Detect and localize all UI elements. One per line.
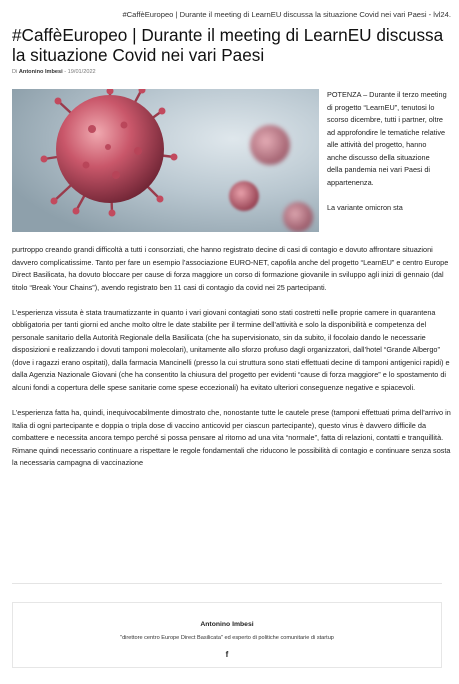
paragraph-4: L’esperienza fatta ha, quindi, inequivocabilmente dimostrato che, nonostante tutte le cautele prese (tamponi effettuati prima dell’arrivo in Italia di ogni partecipante e doppia o tripla dose di vaccino anticovid per ciascun partecipante), questo virus è davvero difficile da combattere e necessita ancora tempo perché si possa pensare al ritorno ad una vita “normale”, fatta di relazioni, contatti e tranquillità. Rimane quindi necessario continuare a rispettare le regole fondamentali che riducono le possibilità di contagio e continuare senza sosta la necessaria campagna di vaccinazione — [12, 408, 451, 468]
author-box — [12, 602, 442, 668]
publish-date: 19/01/2022 — [67, 69, 96, 75]
content-divider — [12, 583, 442, 584]
paragraph-spacer — [327, 189, 447, 202]
author-box-name[interactable]: Antonino Imbesi — [200, 621, 254, 628]
intro-paragraph: POTENZA – Durante il terzo meeting di progetto “LearnEU”, tenutosi lo scorso dicembre, tutti i partner, oltre ad approfondire le tematiche relative alle attività del progetto, hanno anche discusso della situazione della pandemia nei vari Paesi di appartenenza. — [327, 90, 447, 187]
author-link[interactable]: Antonino Imbesi — [18, 69, 63, 75]
paragraph-3: L’esperienza vissuta è stata traumatizzante in quanto i vari giovani contagiati sono stati costretti nelle proprie camere in quarantena obbligatoria per tanti giorni ed anche molto oltre le date stabilite per il termine dell’attività e solo la disponibilità e competenza del personale sanitario della Autorità Regionale della Basilicata (che ha supervisionato, sin da subito, il focolaio dando le necessarie disposizioni e realizzando i dovuti tamponi molecolari), unitamente allo sforzo profuso dagli organizzatori, dall’hotel “Grande Albergo” (dove i ragazzi erano ospitati), dalla farmacia Mancinelli (presso la cui struttura sono stati effettuati decine di tamponi antigenici rapidi) e dalla Agenzia Nazionale Giovani (che ha consentito la chiusura del progetto per evidenti “cause di forza maggiore” e lo spostamento di alcuni fondi a copertura delle spese sanitarie come spese eccezionali) ha evitato ulteriori conseguenze negative e spiacevoli. — [12, 307, 450, 393]
intro-column — [327, 89, 447, 215]
article-byline — [12, 69, 96, 75]
news-ticker-text[interactable]: #CaffèEuropeo | Durante il meeting di LearnEU discussa la situazione Covid nei vari Paesi - lvl24. — [122, 10, 451, 19]
paragraph-2-start: La variante omicron sta — [327, 203, 403, 213]
article-title: #CaffèEuropeo | Durante il meeting di LearnEU discussa la situazione Covid nei vari Paesi — [12, 25, 444, 65]
article-body — [12, 244, 452, 482]
author-box-bio: "direttore centro Europe Direct Basilicata" ed esperto di politiche comunitarie di startup — [120, 635, 334, 641]
paragraph-2-rest: purtroppo creando grandi difficoltà a tutti i consorziati, che hanno registrato decine di casi di contagio e dovuto affrontare situazioni davvero complicatissime. Tanto per fare un esempio l’associazione EURO-NET, capofila anche del progetto “LearnEU” e centro Europe Direct Basilicata, ha dovuto bloccare per cause di forza maggiore un corso di formazione giovanile in sviluppo agli inizi di gennaio (dal titolo “Break Your Chains”), avendo registrato ben 11 casi di contagio da covid nei 25 partecipanti. — [12, 245, 449, 292]
article-image — [12, 89, 319, 232]
facebook-icon[interactable]: f — [225, 650, 229, 659]
byline-prefix: Di — [12, 69, 18, 75]
byline-separator: - — [62, 69, 68, 75]
coronavirus-illustration-icon — [12, 89, 319, 232]
news-ticker — [0, 10, 459, 24]
